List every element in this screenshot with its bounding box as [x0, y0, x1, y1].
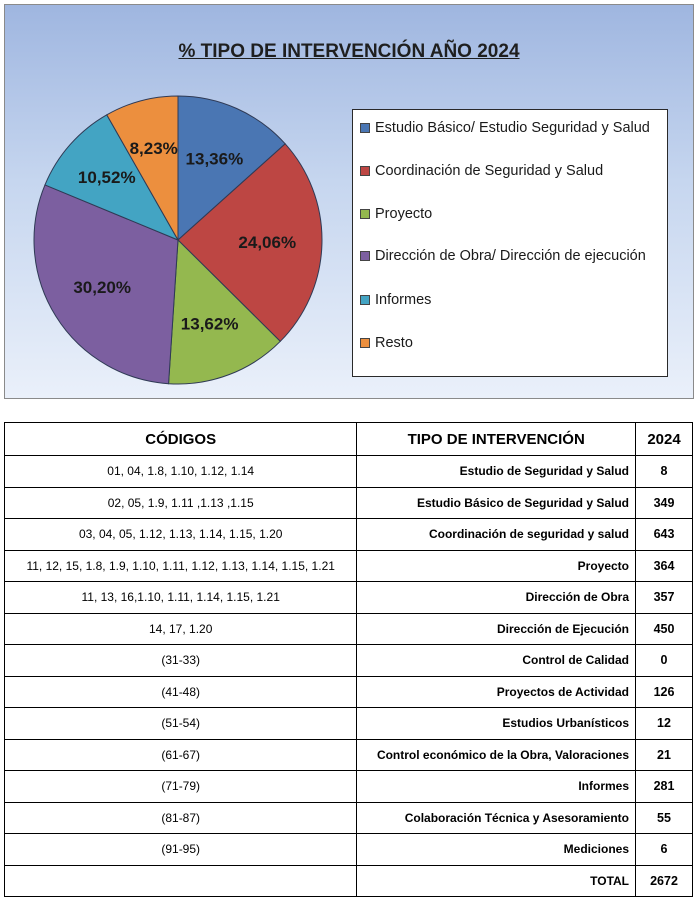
total-label: TOTAL — [357, 865, 636, 897]
count-cell: 55 — [636, 802, 693, 834]
table-row — [5, 582, 693, 614]
count-cell: 357 — [636, 582, 693, 614]
pie-data-label: 10,52% — [77, 168, 136, 188]
chart-panel — [4, 4, 694, 399]
pie-data-label: 30,20% — [73, 278, 132, 298]
count-cell: 12 — [636, 708, 693, 740]
table-row — [5, 456, 693, 488]
legend-item — [375, 333, 665, 353]
type-cell: Control económico de la Obra, Valoraciones — [357, 739, 636, 771]
legend-swatch — [360, 166, 370, 176]
type-cell: Proyectos de Actividad — [357, 676, 636, 708]
chart-legend — [352, 109, 668, 377]
legend-label: Informes — [375, 292, 432, 308]
type-cell: Control de Calidad — [357, 645, 636, 677]
legend-item — [375, 246, 665, 266]
table-row — [5, 834, 693, 866]
total-row — [5, 865, 693, 897]
table-row — [5, 645, 693, 677]
legend-swatch — [360, 251, 370, 261]
type-cell: Proyecto — [357, 550, 636, 582]
table-row — [5, 613, 693, 645]
count-cell: 450 — [636, 613, 693, 645]
codes-cell: 11, 12, 15, 1.8, 1.9, 1.10, 1.11, 1.12, 1.13, 1.14, 1.15, 1.21 — [5, 550, 357, 582]
type-cell: Estudios Urbanísticos — [357, 708, 636, 740]
legend-item — [375, 161, 665, 181]
legend-item — [375, 290, 665, 310]
count-cell: 21 — [636, 739, 693, 771]
table-row — [5, 550, 693, 582]
type-cell: Estudio Básico de Seguridad y Salud — [357, 487, 636, 519]
count-cell: 281 — [636, 771, 693, 803]
table-row — [5, 739, 693, 771]
legend-swatch — [360, 295, 370, 305]
codes-cell: (71-79) — [5, 771, 357, 803]
legend-label: Coordinación de Seguridad y Salud — [375, 163, 604, 179]
pie-data-label: 24,06% — [238, 233, 297, 253]
legend-label: Dirección de Obra/ Dirección de ejecución — [375, 248, 646, 264]
chart-title: % TIPO DE INTERVENCIÓN AÑO 2024 — [178, 41, 520, 62]
legend-label: Proyecto — [375, 206, 433, 222]
count-cell: 0 — [636, 645, 693, 677]
table-row — [5, 708, 693, 740]
header-year: 2024 — [636, 423, 693, 456]
header-codigos: CÓDIGOS — [5, 423, 357, 456]
legend-swatch — [360, 123, 370, 133]
total-value: 2672 — [636, 865, 693, 897]
table-row — [5, 802, 693, 834]
type-cell: Informes — [357, 771, 636, 803]
codes-cell: 01, 04, 1.8, 1.10, 1.12, 1.14 — [5, 456, 357, 488]
count-cell: 8 — [636, 456, 693, 488]
count-cell: 126 — [636, 676, 693, 708]
type-cell: Estudio de Seguridad y Salud — [357, 456, 636, 488]
legend-item — [375, 204, 665, 224]
codes-cell: 02, 05, 1.9, 1.11 ,1.13 ,1.15 — [5, 487, 357, 519]
type-cell: Mediciones — [357, 834, 636, 866]
codes-cell: (51-54) — [5, 708, 357, 740]
codes-cell: (61-67) — [5, 739, 357, 771]
type-cell: Colaboración Técnica y Asesoramiento — [357, 802, 636, 834]
table-row — [5, 771, 693, 803]
legend-swatch — [360, 338, 370, 348]
codes-cell: 14, 17, 1.20 — [5, 613, 357, 645]
codes-cell: (31-33) — [5, 645, 357, 677]
intervention-table — [4, 422, 693, 897]
codes-cell: (41-48) — [5, 676, 357, 708]
table-row — [5, 676, 693, 708]
count-cell: 364 — [636, 550, 693, 582]
codes-cell: (91-95) — [5, 834, 357, 866]
legend-swatch — [360, 209, 370, 219]
count-cell: 6 — [636, 834, 693, 866]
codes-cell: 11, 13, 16,1.10, 1.11, 1.14, 1.15, 1.21 — [5, 582, 357, 614]
count-cell: 643 — [636, 519, 693, 551]
table-row — [5, 487, 693, 519]
legend-label: Estudio Básico/ Estudio Seguridad y Salud — [375, 120, 650, 136]
count-cell: 349 — [636, 487, 693, 519]
codes-cell: 03, 04, 05, 1.12, 1.13, 1.14, 1.15, 1.20 — [5, 519, 357, 551]
table-row — [5, 519, 693, 551]
pie-data-label: 13,36% — [185, 149, 244, 169]
type-cell: Dirección de Ejecución — [357, 613, 636, 645]
pie-data-label: 8,23% — [129, 139, 178, 159]
legend-label: Resto — [375, 335, 413, 351]
table-header-row — [5, 423, 693, 456]
type-cell: Coordinación de seguridad y salud — [357, 519, 636, 551]
total-empty-cell — [5, 865, 357, 897]
type-cell: Dirección de Obra — [357, 582, 636, 614]
header-tipo: TIPO DE INTERVENCIÓN — [357, 423, 636, 456]
pie-data-label: 13,62% — [180, 314, 239, 334]
codes-cell: (81-87) — [5, 802, 357, 834]
legend-item — [375, 118, 665, 138]
